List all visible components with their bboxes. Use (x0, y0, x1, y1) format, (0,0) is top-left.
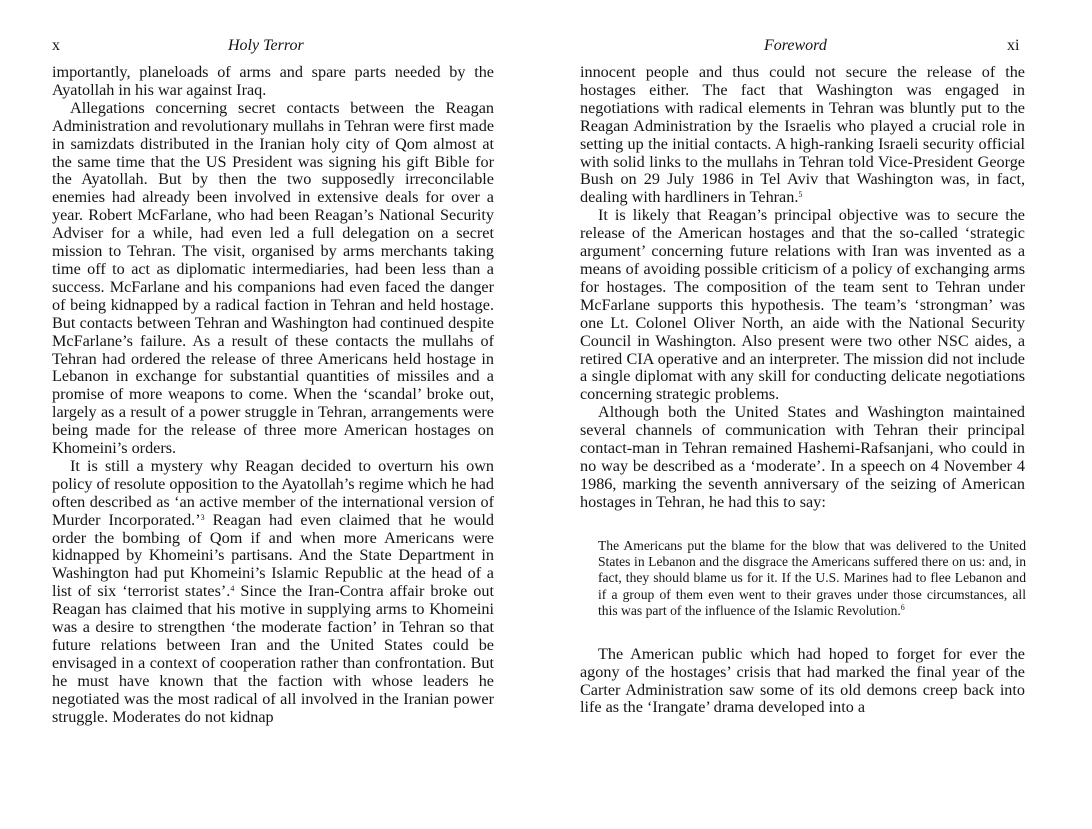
left-paragraph-3-part-3: Since the Iran-Contra affair broke out Reagan has claimed that his motive in supplying arms to Khomeini was a desire to strengthen ‘the moderate faction’ in Tehran so that future relations between Iran and the United States could be envisaged in a context of cooperation rather than confrontation. But he must have known that the faction with whose leaders he negotiated was the most radical of all involved in the Iranian power struggle. Moderates do not kidnap (52, 582, 494, 726)
left-paragraph-3-part-1: It is still a mystery why Reagan decided to overturn his own policy of resolute opposition to the Ayatollah’s regime which he had often described as ‘an active member of the international version of Murder Incorporated.’ (52, 456, 494, 529)
footnote-marker-5: 5 (798, 190, 803, 200)
left-paragraph-1: importantly, planeloads of arms and spare parts needed by the Ayatollah in his war against Iraq. (52, 63, 494, 99)
left-running-head: Holy Terror (228, 37, 304, 54)
footnote-marker-6: 6 (900, 603, 905, 613)
left-paragraph-3-part-2: Reagan had even claimed that he would order the bombing of Qom if and when more Americans were kidnapped by Khomeini’s partisans. And the State Department in Washington had put Khomeini’s Islamic Republic at the head of a list of six ‘terrorist states’. (52, 510, 494, 601)
right-text-column (580, 64, 1025, 717)
left-page-number: x (52, 37, 60, 54)
footnote-marker-3: 3 (200, 512, 205, 522)
right-running-head: Foreword (764, 37, 827, 54)
right-paragraph-2: It is likely that Reagan’s principal objective was to secure the release of the American hostages and that the so-called ‘strategic argument’ concerning future relations with Iran was invented as a means of avoiding possible criticism of a policy of exchanging arms for hostages. The composition of the team sent to Tehran under McFarlane supports this hypothesis. The team’s ‘strongman’ was one Lt. Colonel Oliver North, an aide with the National Security Council in Washington. Also present were two other NSC aides, a retired CIA operative and an interpreter. The mission did not include a single diplomat with any skill for conducting delicate negotiations concerning strategic problems. (580, 206, 1025, 404)
block-quote-text: The Americans put the blame for the blow that was delivered to the United States in Lebanon and the disgrace the Americans suffered there on us: and, in fact, they should blame us for it. If the U.S. Marines had to flee Lebanon and if a group of them even went to their graves under those circumstances, all this was part of the influence of the Islamic Revolution. (598, 537, 1026, 619)
right-paragraph-4: The American public which had hoped to forget for ever the agony of the hostages’ crisis that had marked the final year of the Carter Administration saw some of its old demons creep back into life as the ‘Irangate’ drama developed into a (580, 644, 1025, 717)
left-text-column (52, 64, 494, 727)
right-page (546, 0, 1092, 829)
right-paragraph-1-text: innocent people and thus could not secure the release of the hostages either. The fact that Washington was engaged in negotiations with radical elements in Tehran was bluntly put to the Reagan Administration by the Israelis who played a crucial role in setting up the initial contacts. A high-ranking Israeli security official with solid links to the mullahs in Tehran told Vice-President George Bush on 29 July 1986 in Tel Aviv that Washington was, in fact, dealing with hardliners in Tehran. (580, 63, 1025, 207)
left-paragraph-2: Allegations concerning secret contacts between the Reagan Administration and revolutionary mullahs in Tehran were first made in samizdats distributed in the Iranian holy city of Qom almost at the same time that the US President was signing his gift Bible for the Ayatollah. But by then the two supposedly irreconcilable enemies had already been involved in extensive deals for over a year. Robert McFarlane, who had been Reagan’s National Security Adviser for a while, had even led a full delegation on a secret mission to Tehran. The visit, organised by arms merchants taking time off to act as diplomatic intermediaries, had been less than a success. McFarlane and his companions had even faced the danger of being kidnapped by a radical faction in Tehran and held hostage. But contacts between Tehran and Washington had continued despite McFarlane’s failure. As a result of these contacts the mullahs of Tehran had ordered the release of three Americans held hostage in Lebanon in exchange for substantial quantities of missiles and a promise of more weapons to come. When the ‘scandal’ broke out, largely as a result of a power struggle in Tehran, arrangements were being made for the release of three more American hostages on Khomeini’s orders. (52, 98, 494, 458)
block-quote (598, 538, 1026, 620)
right-paragraph-3: Although both the United States and Washington maintained several channels of communication with Tehran their principal contact-man in Tehran remained Hashemi-Rafsanjani, who could in no way be described as a ‘moderate’. In a speech on 4 November 4 1986, marking the seventh anniversary of the seizing of American hostages in Tehran, he had this to say: (580, 403, 1025, 511)
right-page-number: xi (1007, 37, 1020, 54)
footnote-marker-4: 4 (230, 584, 235, 594)
right-paragraph-1 (580, 64, 1025, 207)
left-paragraph-3 (52, 458, 494, 727)
